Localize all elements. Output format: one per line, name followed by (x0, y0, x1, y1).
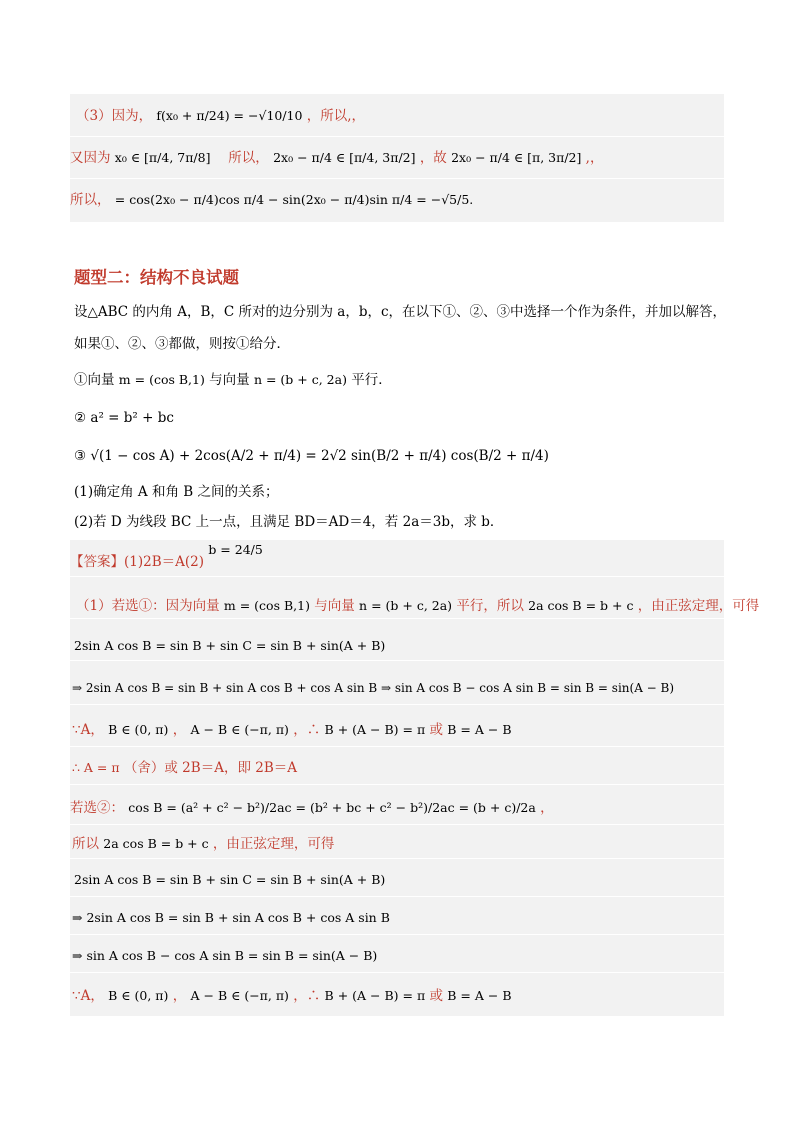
answer-line-9: ⇒ 2sin A cos B = sin B + sin A cos B + cos A sin B (72, 910, 390, 925)
answer-block (70, 540, 760, 1016)
option-1-vector-n: n = (b + c, 2a) (253, 372, 347, 387)
answer-l11-c: ， (172, 988, 187, 1004)
option-2: ② a² = b² + bc (74, 410, 174, 426)
solution-line-2 (70, 148, 603, 168)
answer-l6-math: cos B = (a² + c² − b²)/2ac = (b² + bc + c² − b²)/2ac = (b + c)/2a (128, 800, 536, 815)
answer-l4-c: ， (172, 722, 187, 738)
line2-suffix: ,， (585, 150, 604, 166)
answer-line-2: 2sin A cos B = sin B + sin C = sin B + sin(A + B) (74, 638, 386, 653)
answer-line-3: ⇒ 2sin A cos B = sin B + sin A cos B + cos A sin B ⇒ sin A cos B − cos A sin B = sin B = sin(A − B) (72, 681, 675, 695)
answer-line-5 (72, 758, 297, 778)
answer-line-10: ⇒ sin A cos B − cos A sin B = sin B = sin(A − B) (72, 948, 378, 963)
answer-l1-m: m = (cos B,1) (223, 598, 310, 613)
line2-prefix: 又因为 (70, 150, 115, 166)
answer-label: 【答案】(1)2B＝A(2) (70, 554, 205, 570)
solution-line-1 (76, 106, 365, 126)
line3-math: = cos(2x₀ − π/4)cos π/4 − sin(2x₀ − π/4)sin π/4 = −√5/5. (114, 192, 474, 207)
answer-l6-prefix: 若选②： (70, 800, 124, 816)
answer-l1-eq: 2a cos B = b + c (528, 598, 634, 613)
answer-l7-eq: 2a cos B = b + c (103, 836, 209, 851)
answer-l5-a: ∴ A = π (72, 760, 120, 775)
answer-l11-d: A − B ∈ (−π, π) (190, 988, 289, 1003)
answer-line-7 (72, 834, 334, 854)
line2-math1: x₀ ∈ [π/4, 7π/8] (114, 150, 211, 165)
line2-math2: 2x₀ − π/4 ∈ [π/4, 3π/2] (273, 150, 416, 165)
answer-l11-f: B + (A − B) = π (324, 988, 426, 1003)
option-1-suffix: 平行． (351, 372, 392, 388)
answer-l7-prefix: 所以 (72, 836, 99, 852)
line1-math: f(x₀ + π/24) = −√10/10 (156, 108, 303, 123)
answer-l7-suffix: ，由正弦定理，可得 (212, 836, 335, 852)
problem-line-2: 如果①、②、③都做，则按①给分． (74, 336, 290, 352)
answer-l1-mid2: 平行，所以 (456, 598, 524, 614)
answer-l11-g: 或 (429, 988, 443, 1004)
option-3: ③ √(1 − cos A) + 2cos(A/2 + π/4) = 2√2 sin(B/2 + π/4) cos(B/2 + π/4) (74, 448, 549, 464)
answer-l4-h: B = A − B (447, 722, 512, 737)
answer-l11-e: ，∴ (293, 988, 321, 1004)
option-1 (74, 370, 392, 390)
answer-l1-mid: 与向量 (314, 598, 355, 614)
answer-l11-h: B = A − B (447, 988, 512, 1003)
line2-math3: 2x₀ − π/4 ∈ [π, 3π/2] (451, 150, 582, 165)
line3-prefix: 所以， (70, 192, 111, 208)
answer-line-1 (76, 596, 759, 616)
answer-line-8: 2sin A cos B = sin B + sin C = sin B + sin(A + B) (74, 872, 386, 887)
answer-line-6 (70, 798, 554, 818)
answer-l1-suffix: ，由正弦定理，可得 (637, 598, 760, 614)
answer-l11-a: ∵A， (72, 988, 104, 1004)
line1-prefix: （3）因为， (76, 108, 153, 124)
line2-mid: 所以， (214, 150, 269, 166)
answer-l1-prefix: （1）若选①：因为向量 (76, 598, 220, 614)
option-1-prefix: ①向量 (74, 372, 115, 388)
problem-line-1: 设△ABC 的内角 A，B，C 所对的边分别为 a，b，c，在以下①、②、③中选择一个作为条件，并加以解答， (74, 304, 727, 320)
solution-line-3 (70, 190, 473, 210)
question-1: (1)确定角 A 和角 B 之间的关系； (74, 484, 279, 500)
section-heading: 题型二：结构不良试题 (74, 268, 239, 287)
answer-l11-b: B ∈ (0, π) (108, 988, 169, 1003)
answer-l1-n: n = (b + c, 2a) (359, 598, 453, 613)
answer-l6-suffix: ， (540, 800, 554, 816)
answer-label-line (70, 542, 263, 572)
answer-l4-f: B + (A − B) = π (324, 722, 426, 737)
answer-l4-d: A − B ∈ (−π, π) (190, 722, 289, 737)
answer-l4-e: ，∴ (293, 722, 321, 738)
answer-l4-g: 或 (429, 722, 443, 738)
line2-mid2: ，故 (419, 150, 447, 166)
answer-b-value: b = 24/5 (208, 542, 263, 557)
solution-block-top (70, 94, 724, 222)
line1-suffix: ，所以,， (306, 108, 366, 124)
answer-line-11 (72, 986, 512, 1006)
answer-line-4 (72, 720, 512, 740)
option-1-mid: 与向量 (209, 372, 250, 388)
answer-l5-b: （舍）或 2B＝A，即 2B＝A (123, 760, 297, 776)
answer-l4-a: ∵A， (72, 722, 104, 738)
question-2: (2)若 D 为线段 BC 上一点，且满足 BD＝AD＝4，若 2a＝3b，求 b． (74, 514, 504, 530)
answer-l4-b: B ∈ (0, π) (108, 722, 169, 737)
option-1-vector-m: m = (cos B,1) (118, 372, 205, 387)
